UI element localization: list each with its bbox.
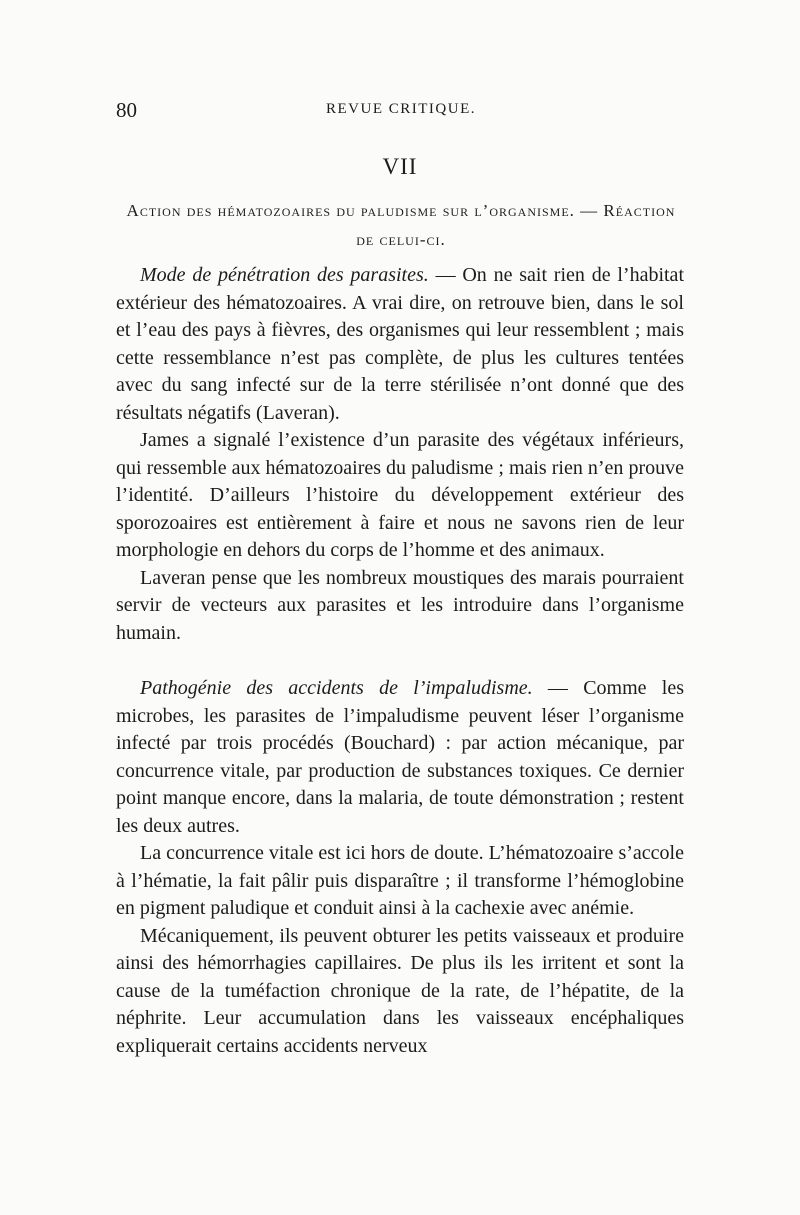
- section-number: VII: [382, 154, 418, 179]
- paragraph: [116, 565, 684, 648]
- paragraph-lead: Pathogénie des accidents de l’impaludisme.: [140, 677, 533, 699]
- paragraph-text: — Comme les microbes, les parasites de l’impaludisme peuvent léser l’organisme infecté par trois procédés (Bouchard) : par action mécanique, par concurrence vitale, par production de substances toxiques. Ce dernier point manque encore, dans la malaria, de toute démonstration ; restent les deux autres.: [116, 677, 684, 837]
- paragraph-text: Laveran pense que les nombreux moustiques des marais pourraient servir de vecteurs aux parasites et les introduire dans l’organisme humain.: [116, 566, 684, 644]
- paragraph: [116, 427, 684, 565]
- paragraph-text: James a signalé l’existence d’un parasite des végétaux inférieurs, qui ressemble aux hématozoaires du paludisme ; mais rien n’en prouve l’identité. D’ailleurs l’histoire du développement extérieur des sporozoaires est entièrement à faire et nous ne savons rien de leur morphologie en dehors du corps de l’homme et des animaux.: [116, 429, 684, 561]
- running-head: [116, 98, 686, 122]
- paragraph-lead: Mode de pénétration des parasites.: [140, 264, 429, 286]
- paragraph: [116, 675, 684, 840]
- page-number: 80: [116, 98, 137, 122]
- journal-title: REVUE CRITIQUE.: [326, 101, 476, 117]
- paragraph-text: Mécaniquement, ils peuvent obturer les petits vaisseaux et produire ainsi des hémorrhagies capillaires. De plus ils les irritent et sont la cause de la tuméfaction chronique de la rate, de l’hépatite, de la néphrite. Leur accumulation dans les vaisseaux encéphaliques expliquerait certains accidents nerveux: [116, 924, 684, 1057]
- paragraph: [116, 262, 684, 427]
- paragraph-text: La concurrence vitale est ici hors de doute. L’hématozoaire s’accole à l’hématie, la fait pâlir puis disparaître ; il transforme l’hémoglobine en pigment paludique et conduit ainsi à la cachexie avec anémie.: [116, 842, 684, 919]
- body-text: [116, 262, 684, 1060]
- paragraph: [116, 923, 684, 1061]
- paragraph: [116, 840, 684, 923]
- paragraph-text: — On ne sait rien de l’habitat extérieur des hématozoaires. A vrai dire, on retrouve bien, dans le sol et l’eau des pays à fièvres, des organismes qui leur ressemblent ; mais cette ressemblance n’est pas complète, de plus les cultures tentées avec du sang infecté sur de la terre stérilisée n’ont donné que des résultats négatifs (Laveran).: [116, 264, 684, 424]
- section-title: Action des hématozoaires du paludisme sur l’organisme. — Réaction de celui-ci.: [126, 201, 676, 249]
